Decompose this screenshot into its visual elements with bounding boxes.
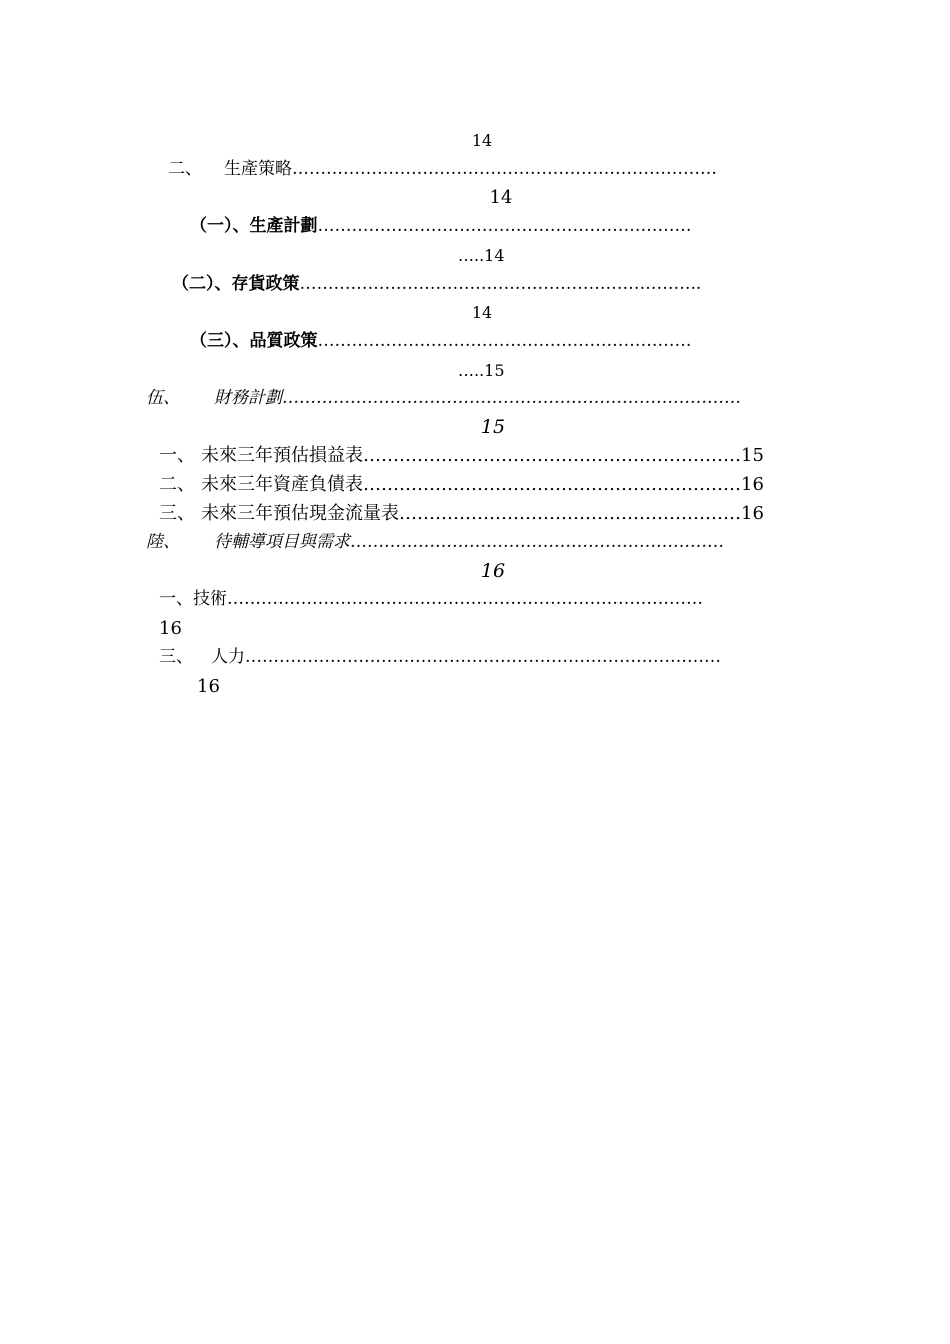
toc-entry-number: 一、 bbox=[159, 445, 195, 466]
toc-entry-title: 技術 bbox=[193, 589, 227, 609]
toc-entry-title: 財務計劃 bbox=[214, 388, 282, 408]
toc-leader-dots: ………………………………………………………… bbox=[317, 216, 692, 236]
toc-entry-inventory-policy bbox=[172, 276, 701, 293]
toc-entry-title: 未來三年預估現金流量表 bbox=[201, 503, 399, 524]
toc-entry-number: 陸、 bbox=[146, 532, 180, 552]
toc-leader-dots: ………………………………………………………………………… bbox=[227, 589, 703, 609]
toc-leader-dots: ……………………………………………………… bbox=[363, 445, 741, 466]
toc-leader-dots: ………………………………………………………… bbox=[317, 331, 692, 351]
toc-page-number: 16 bbox=[741, 503, 764, 524]
toc-page-number: …..14 bbox=[458, 246, 505, 265]
toc-page-number: 16 bbox=[159, 618, 182, 639]
toc-leader-dots: …………………………………………………………….. bbox=[299, 274, 702, 294]
toc-entry-manpower bbox=[159, 649, 721, 666]
toc-page-number: 14 bbox=[471, 131, 493, 150]
toc-entry-title: 未來三年資產負債表 bbox=[201, 474, 363, 495]
toc-leader-dots: ……………………………………………………… bbox=[363, 474, 741, 495]
toc-page-number: 16 bbox=[197, 676, 220, 697]
toc-entry-number: 一、 bbox=[159, 589, 193, 609]
toc-page-number: …..15 bbox=[458, 361, 505, 380]
toc-entry-title: 生產策略 bbox=[224, 159, 292, 179]
toc-entry-technology bbox=[159, 591, 703, 608]
toc-leader-dots: ………………………………………………………………………… bbox=[245, 647, 721, 667]
toc-entry-number: （三）、 bbox=[190, 331, 250, 351]
toc-entry-number: （二）、 bbox=[172, 274, 232, 294]
toc-entry-quality-policy bbox=[190, 333, 692, 350]
toc-page-number: 15 bbox=[480, 416, 506, 438]
toc-entry-title: 品質政策 bbox=[249, 331, 318, 351]
toc-entry-number: （一）、 bbox=[190, 216, 250, 236]
toc-entry-number: 三、 bbox=[159, 503, 195, 524]
toc-entry-income-statement bbox=[159, 447, 764, 465]
toc-entry-production-plan bbox=[190, 218, 692, 235]
toc-page-number: 14 bbox=[489, 187, 513, 208]
toc-leader-dots: ………………………………………………………………… bbox=[292, 159, 717, 179]
toc-entry-number: 三、 bbox=[159, 647, 193, 667]
toc-entry-title: 人力 bbox=[211, 647, 245, 667]
toc-entry-title: 存貨政策 bbox=[231, 274, 300, 294]
toc-entry-title: 待輔導項目與需求 bbox=[214, 532, 350, 552]
toc-entry-title: 生產計劃 bbox=[249, 216, 318, 236]
toc-chapter-counseling-needs bbox=[146, 534, 724, 551]
toc-entry-title: 未來三年預估損益表 bbox=[201, 445, 363, 466]
toc-page-number: 15 bbox=[741, 445, 764, 466]
toc-chapter-finance-plan bbox=[146, 390, 741, 407]
toc-leader-dots: ……………………………………………………………………… bbox=[282, 388, 741, 408]
toc-entry-cash-flow bbox=[159, 505, 764, 523]
toc-entry-number: 二、 bbox=[168, 159, 202, 179]
toc-entry-balance-sheet bbox=[159, 476, 764, 494]
toc-entry-number: 二、 bbox=[159, 474, 195, 495]
toc-entry-number: 伍、 bbox=[146, 388, 180, 408]
toc-page-number: 16 bbox=[741, 474, 764, 495]
toc-page-number: 16 bbox=[480, 560, 506, 582]
toc-leader-dots: ………………………………………………… bbox=[399, 503, 741, 524]
toc-entry-production-strategy bbox=[168, 161, 717, 178]
toc-leader-dots: ………………………………………………………… bbox=[350, 532, 724, 552]
toc-page-number: 14 bbox=[471, 303, 493, 322]
